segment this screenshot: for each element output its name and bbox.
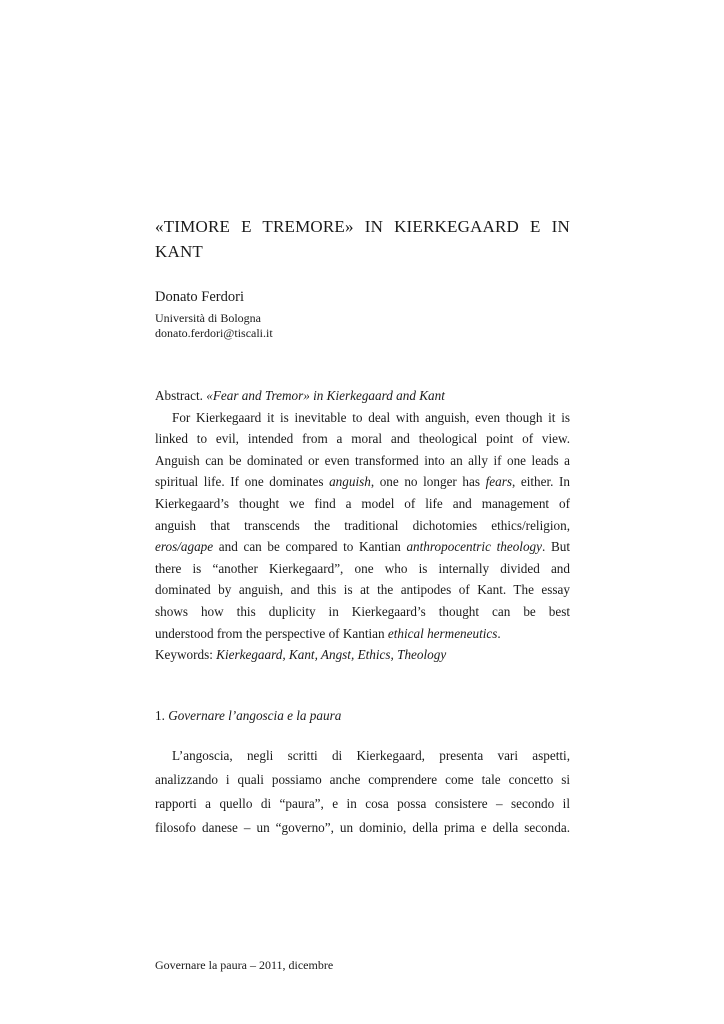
abstract-line [155, 515, 570, 537]
abstract-text: . But [542, 539, 570, 555]
author-name: Donato Ferdori [155, 289, 244, 305]
section-body [155, 744, 570, 840]
abstract-text: For Kierkegaard it is inevitable to deal with anguish, even though it is [172, 409, 570, 425]
abstract-italic-term: fears [485, 474, 512, 490]
section-title: Governare l’angoscia e la paura [168, 708, 342, 723]
abstract-text: Anguish can be dominated or even transformed into an ally if one leads a [155, 452, 570, 468]
keywords-list: Kierkegaard, Kant, Angst, Ethics, Theology [216, 647, 447, 663]
section-number: 1. [155, 708, 165, 723]
body-line: rapporti a quello di “paura”, e in cosa possa consistere – secondo il [155, 796, 570, 811]
abstract-text: anguish that transcends the traditional dichotomies ethics/religion, [155, 517, 570, 533]
abstract-text: . [497, 625, 501, 641]
paper-title-line-1: «TIMORE E TREMORE» IN KIERKEGAARD E IN [155, 217, 570, 236]
author-affiliation: Università di Bologna [155, 311, 261, 325]
abstract-text: spiritual life. If one dominates [155, 474, 330, 490]
abstract-text: and can be compared to Kantian [213, 539, 407, 555]
body-line: L’angoscia, negli scritti di Kierkegaard, presenta vari aspetti, [172, 748, 570, 763]
abstract-text: understood from the perspective of Kantian [155, 625, 388, 641]
abstract-text: shows how this duplicity in Kierkegaard’s thought can be best [155, 603, 570, 619]
paper-page [155, 0, 570, 1024]
keywords [155, 644, 570, 666]
abstract-line [155, 450, 570, 472]
abstract-line [155, 558, 570, 580]
abstract-italic-term: ethical hermeneutics [387, 625, 498, 641]
abstract-heading [155, 385, 570, 407]
page-footer: Governare la paura – 2011, dicembre [155, 958, 334, 972]
abstract-line [155, 493, 570, 515]
abstract-text: linked to evil, intended from a moral and theological point of view. [155, 431, 570, 447]
author-email: donato.ferdori@tiscali.it [155, 326, 273, 340]
abstract-line [155, 579, 570, 601]
abstract-italic-term: eros/agape [155, 539, 214, 555]
abstract-line [155, 536, 570, 558]
abstract-text: there is “another Kierkegaard”, one who is internally divided and [155, 560, 570, 576]
abstract-body [155, 407, 570, 645]
abstract-text: , one no longer has [370, 474, 486, 490]
abstract-line [155, 471, 570, 493]
section-heading [155, 706, 341, 726]
abstract-text: , either. In [511, 474, 571, 490]
abstract-english-title: «Fear and Tremor» in Kierkegaard and Kant [206, 388, 445, 403]
abstract-text: Kierkegaard’s thought we find a model of life and management of [155, 495, 570, 511]
abstract-line [155, 623, 570, 645]
paper-title [155, 214, 570, 264]
abstract-line [155, 428, 570, 450]
abstract-line [155, 407, 570, 429]
abstract [155, 385, 570, 666]
abstract-text: dominated by anguish, and this is at the antipodes of Kant. The essay [155, 582, 570, 598]
abstract-italic-term: anguish [329, 474, 371, 490]
abstract-italic-term: anthropocentric theology [406, 539, 542, 555]
abstract-line [155, 601, 570, 623]
body-line: analizzando i quali possiamo anche comprendere come tale concetto si [155, 772, 570, 787]
paper-title-line-2: KANT [155, 242, 204, 261]
keywords-label: Keywords: [155, 647, 213, 663]
body-line: filosofo danese – un “governo”, un dominio, della prima e della seconda. [155, 820, 570, 835]
abstract-label: Abstract. [155, 388, 203, 403]
